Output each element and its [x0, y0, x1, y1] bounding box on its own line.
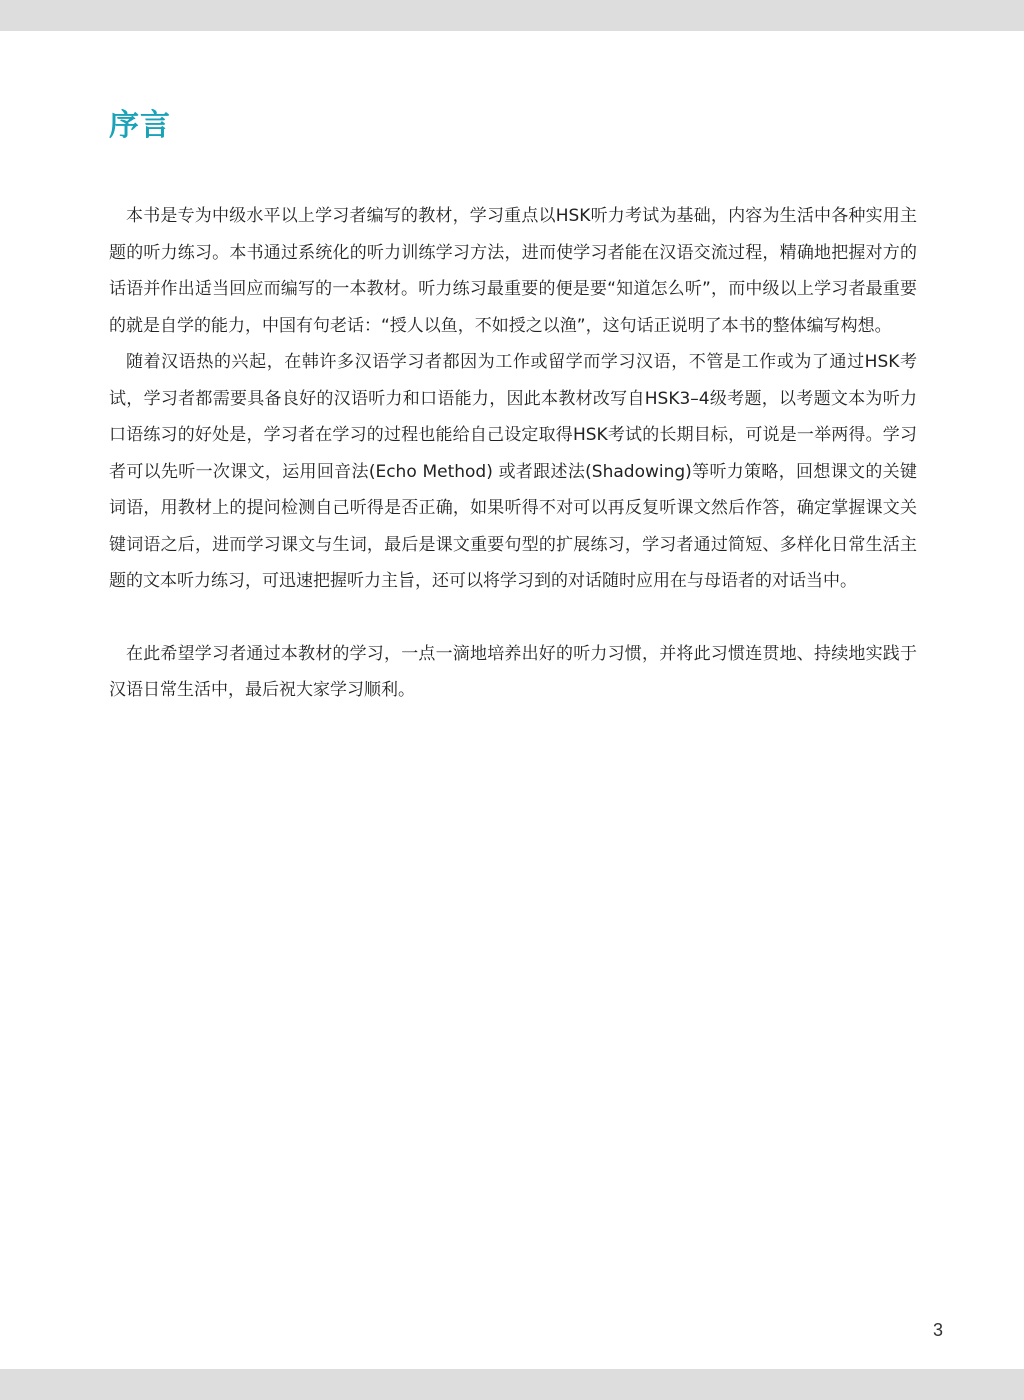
- top-margin-band: [0, 0, 1024, 31]
- paragraph-1: 本书是专为中级水平以上学习者编写的教材，学习重点以HSK听力考试为基础，内容为生活中各种实用主题的听力练习。本书通过系统化的听力训练学习方法，进而使学习者能在汉语交流过程，精确地把握对方的话语并作出适当回应而编写的一本教材。听力练习最重要的便是要“知道怎么听”，而中级以上学习者最重要的就是自学的能力，中国有句老话：“授人以鱼，不如授之以渔”，这句话正说明了本书的整体编写构想。: [109, 206, 917, 336]
- page-number: 3: [932, 1320, 943, 1340]
- page-title: 序言: [109, 108, 171, 143]
- bottom-margin-band: [0, 1369, 1024, 1400]
- preface-body: [109, 198, 917, 709]
- paragraph-2: 随着汉语热的兴起，在韩许多汉语学习者都因为工作或留学而学习汉语，不管是工作或为了通过HSK考试，学习者都需要具备良好的汉语听力和口语能力，因此本教材改写自HSK3–4级考题，以考题文本为听力口语练习的好处是，学习者在学习的过程也能给自己设定取得HSK考试的长期目标，可说是一举两得。学习者可以先听一次课文，运用回音法(Echo Method) 或者跟述法(Shadowing)等听力策略，回想课文的关键词语，用教材上的提问检测自己听得是否正确，如果听得不对可以再反复听课文然后作答，确定掌握课文关键词语之后，进而学习课文与生词，最后是课文重要句型的扩展练习，学习者通过简短、多样化日常生活主题的文本听力练习，可迅速把握听力主旨，还可以将学习到的对话随时应用在与母语者的对话当中。: [109, 352, 917, 591]
- paragraph-3: 在此希望学习者通过本教材的学习，一点一滴地培养出好的听力习惯，并将此习惯连贯地、持续地实践于汉语日常生活中，最后祝大家学习顺利。: [109, 643, 917, 700]
